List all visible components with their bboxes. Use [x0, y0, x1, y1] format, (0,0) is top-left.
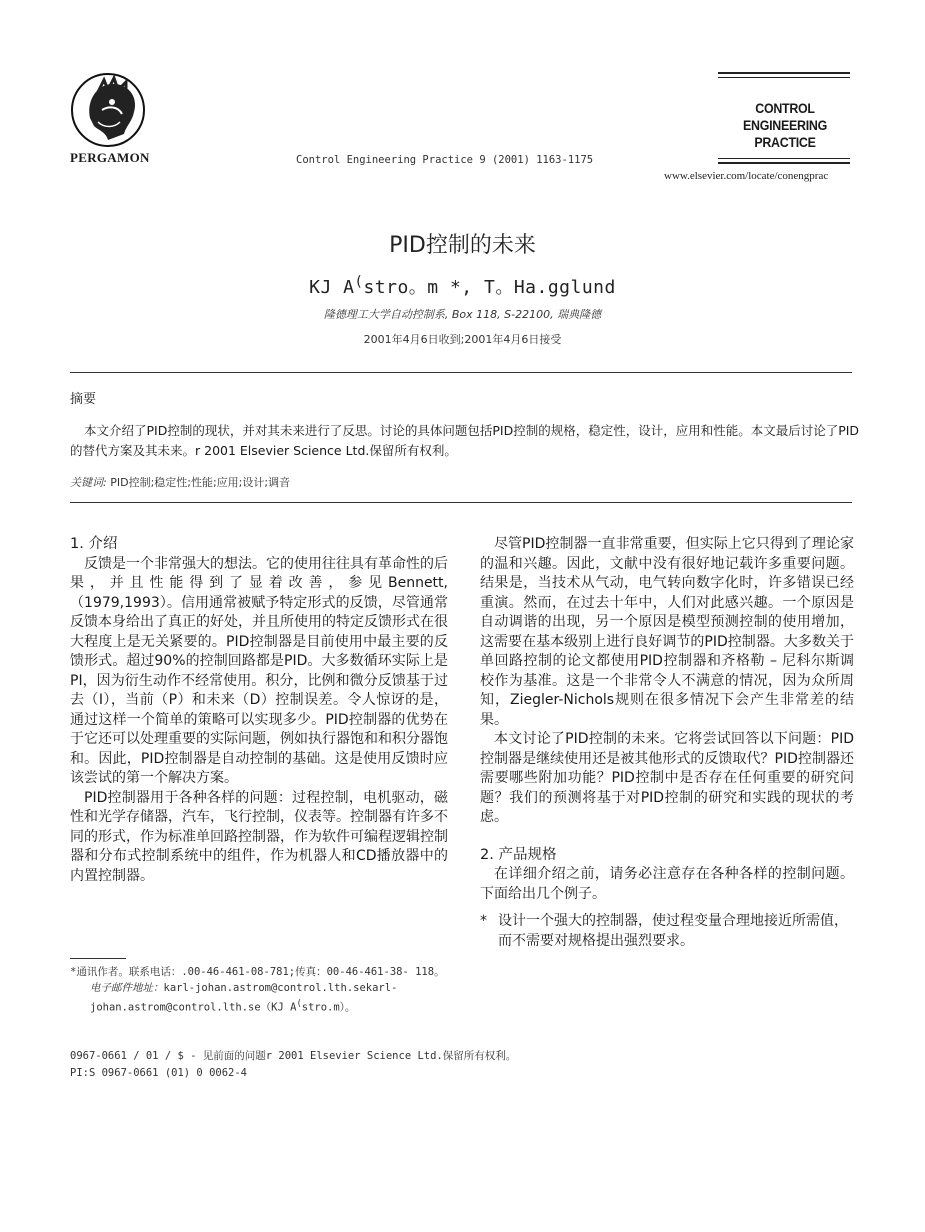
list-item: [480, 912, 854, 951]
journal-title: [723, 100, 846, 151]
keywords-label: 关键词:: [70, 476, 107, 489]
paragraph: 本文讨论了PID控制的未来。它将尝试回答以下问题：PID控制器是继续使用还是被其他形式的反馈取代？PID控制器还需要哪些附加功能？PID控制中是否存在任何重要的研究问题？我们的预测将基于对PID控制的研究和实践的现状的考虑。: [480, 731, 854, 825]
paper-title: PID控制的未来: [389, 233, 536, 258]
author1-post: stro。m *,: [363, 277, 473, 298]
email-label: 电子邮件地址：: [90, 982, 164, 994]
abstract-heading: 摘要: [70, 392, 97, 407]
email-sup: (: [296, 999, 302, 1009]
footnote-contact: *通讯作者。联系电话：.00-46-461-08-781;传真：00-46-461-38- 118。: [70, 966, 445, 978]
journal-rule-bottom: [718, 158, 850, 167]
author2: T。Ha.gglund: [483, 277, 616, 298]
divider-bottom: [70, 502, 852, 503]
journal-title-line2: PRACTICE: [754, 135, 816, 150]
journal-title-line1: CONTROL ENGINEERING: [743, 101, 827, 133]
paragraph: 在详细介绍之前，请务必注意存在各种各样的控制问题。下面给出几个例子。: [480, 866, 854, 902]
paragraph: 尽管PID控制器一直非常重要，但实际上它只得到了理论家的温和兴趣。因此，文献中没有很好地记载许多重要问题。结果是，当技术从气动，电气转向数字化时，许多错误已经重演。然而，在过去十年中，人们对此感兴趣。一个原因是自动调谐的出现，另一个原因是模型预测控制的使用增加，这需要在基本级别上进行良好调节的PID控制器。大多数关于单回路控制的论文都使用PID控制器和齐格勒 – 尼科尔斯调校作为基准。这是一个非常令人不满意的情况，因为众所周知，Ziegler-Nichols规则在很多情况下会产生非常差的结果。: [480, 536, 854, 728]
pii-line: PI:S 0967-0661 (01) 0 0062-4: [70, 1067, 248, 1079]
footnote-email: [70, 980, 448, 1016]
keywords: [70, 474, 290, 490]
section1-heading: 1. 介绍: [70, 536, 118, 552]
publisher-name: PERGAMON: [70, 150, 150, 165]
journal-rule-top: [718, 72, 850, 81]
journal-url[interactable]: www.elsevier.com/locate/conengprac: [664, 170, 829, 182]
pergamon-head-icon: [68, 70, 158, 155]
bullet-text: 设计一个强大的控制器，使过程变量合理地接近所需值，而不需要对规格提出强烈要求。: [498, 913, 848, 949]
footnote-divider: [70, 958, 126, 959]
copyright-identifiers: [70, 1048, 516, 1082]
issn-line: 0967-0661 / 01 / $ - 见前面的问题r 2001 Elsevier Science Ltd.保留所有权利。: [70, 1050, 517, 1062]
email-text[interactable]: karl-johan.astrom@control.lth.sekarl-johan.astrom@control.lth.se（KJ A: [90, 982, 398, 1014]
bullet-mark: *: [480, 913, 487, 929]
author1-pre: KJ A: [309, 277, 355, 298]
keywords-list: PID控制;稳定性;性能;应用;设计;调音: [110, 476, 291, 489]
footnote: [70, 964, 448, 1016]
received-dates: 2001年4月6日收到;2001年4月6日接受: [363, 333, 562, 346]
paragraph: 反馈是一个非常强大的想法。它的使用往往具有革命性的后果，并且性能得到了显着改善，参见Bennett,（1979,1993）。信用通常被赋予特定形式的反馈，尽管通常反馈本身给出了真正的好处，并且所使用的特定反馈形式在很大程度上是无关紧要的。PID控制器是目前使用中最主要的反馈形式。超过90%的控制回路都是PID。大多数循环实际上是PI，因为衍生动作不经常使用。积分，比例和微分反馈基于过去（I），当前（P）和未来（D）控制误差。令人惊讶的是，通过这样一个简单的策略可以实现多少。PID控制器的优势在于它还可以处理重要的实际问题，例如执行器饱和和积分器饱和。因此，PID控制器是自动控制的基础。这是使用反馈时应该尝试的第一个解决方案。: [70, 555, 448, 786]
journal-reference: Control Engineering Practice 9 (2001) 1163-1175: [296, 154, 594, 166]
paragraph: PID控制器用于各种各样的问题：过程控制，电机驱动，磁性和光学存储器，汽车，飞行控制，仪表等。控制器有许多不同的形式，作为标准单回路控制器，作为软件可编程逻辑控制器和分布式控制系统中的组件，作为机器人和CD播放器中的内置控制器。: [70, 789, 448, 884]
email-tail: stro.m）。: [301, 1001, 356, 1014]
section2-heading: 2. 产品规格: [480, 846, 557, 863]
right-column: [480, 535, 854, 951]
abstract-body: 本文介绍了PID控制的现状，并对其未来进行了反思。讨论的具体问题包括PID控制的规格，稳定性，设计，应用和性能。本文最后讨论了PID的替代方案及其未来。r 2001 Elsevier Science Ltd.保留所有权利。: [70, 423, 860, 458]
affiliation: 隆德理工大学自动控制系, Box 118, S-22100, 瑞典隆德: [323, 308, 602, 321]
left-column: [70, 535, 448, 886]
author1-sup: (: [354, 274, 364, 290]
divider-top: [70, 372, 852, 373]
authors: [0, 273, 925, 299]
